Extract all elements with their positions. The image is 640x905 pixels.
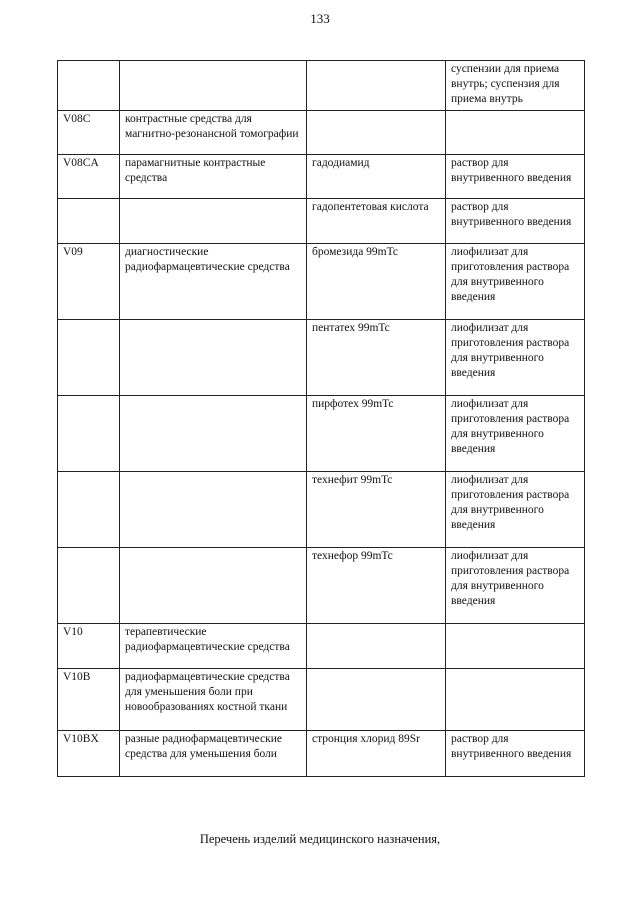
drug-name-cell: технефор 99mTc — [307, 548, 446, 624]
atc-code-cell: V08C — [58, 111, 120, 155]
group-name-cell — [120, 396, 307, 472]
atc-code-cell — [58, 320, 120, 396]
dosage-form-cell: суспензии для приема внутрь; суспензия для приема внутрь — [446, 61, 585, 111]
table-row — [58, 396, 585, 472]
group-name-cell — [120, 320, 307, 396]
atc-code-cell: V10 — [58, 624, 120, 669]
atc-code-cell: V09 — [58, 244, 120, 320]
footer-heading: Перечень изделий медицинского назначения, — [199, 832, 441, 846]
dosage-form-cell: лиофилизат для приготовления раствора для внутривенного введения — [446, 548, 585, 624]
table-row — [58, 61, 585, 111]
drug-name-cell — [307, 669, 446, 731]
drug-classification-table — [57, 60, 585, 777]
drug-name-cell: гадодиамид — [307, 155, 446, 199]
dosage-form-cell — [446, 624, 585, 669]
atc-code-cell: V10BX — [58, 731, 120, 777]
drug-name-cell: технефит 99mTc — [307, 472, 446, 548]
drug-name-cell — [307, 61, 446, 111]
dosage-form-cell — [446, 111, 585, 155]
table-row — [58, 111, 585, 155]
atc-code-cell — [58, 199, 120, 244]
group-name-cell — [120, 199, 307, 244]
group-name-cell: радиофармацевтические средства для уменьшения боли при новообразованиях костной ткани — [120, 669, 307, 731]
group-name-cell — [120, 61, 307, 111]
group-name-cell: терапевтические радиофармацевтические средства — [120, 624, 307, 669]
dosage-form-cell: лиофилизат для приготовления раствора для внутривенного введения — [446, 244, 585, 320]
group-name-cell: парамагнитные контрастные средства — [120, 155, 307, 199]
dosage-form-cell: раствор для внутривенного введения — [446, 155, 585, 199]
table-row — [58, 624, 585, 669]
table-row — [58, 244, 585, 320]
page-number: 133 — [310, 11, 330, 26]
table-row — [58, 731, 585, 777]
drug-name-cell: пирфотех 99mTc — [307, 396, 446, 472]
group-name-cell — [120, 472, 307, 548]
drug-name-cell — [307, 624, 446, 669]
table-row — [58, 548, 585, 624]
drug-name-cell: стронция хлорид 89Sr — [307, 731, 446, 777]
drug-name-cell: пентатех 99mTc — [307, 320, 446, 396]
drug-name-cell — [307, 111, 446, 155]
table-row — [58, 472, 585, 548]
atc-code-cell — [58, 61, 120, 111]
group-name-cell: разные радиофармацевтические средства для уменьшения боли — [120, 731, 307, 777]
atc-code-cell — [58, 396, 120, 472]
table-row — [58, 669, 585, 731]
group-name-cell: контрастные средства для магнитно-резонансной томографии — [120, 111, 307, 155]
drug-name-cell: бромезида 99mTc — [307, 244, 446, 320]
drug-name-cell: гадопентетовая кислота — [307, 199, 446, 244]
group-name-cell: диагностические радиофармацевтические средства — [120, 244, 307, 320]
dosage-form-cell: раствор для внутривенного введения — [446, 731, 585, 777]
dosage-form-cell: лиофилизат для приготовления раствора для внутривенного введения — [446, 396, 585, 472]
dosage-form-cell: лиофилизат для приготовления раствора для внутривенного введения — [446, 472, 585, 548]
table-row — [58, 199, 585, 244]
atc-code-cell: V10B — [58, 669, 120, 731]
atc-code-cell — [58, 472, 120, 548]
table-row — [58, 155, 585, 199]
atc-code-cell — [58, 548, 120, 624]
table-row — [58, 320, 585, 396]
dosage-form-cell — [446, 669, 585, 731]
group-name-cell — [120, 548, 307, 624]
atc-code-cell: V08CA — [58, 155, 120, 199]
dosage-form-cell: раствор для внутривенного введения — [446, 199, 585, 244]
dosage-form-cell: лиофилизат для приготовления раствора для внутривенного введения — [446, 320, 585, 396]
